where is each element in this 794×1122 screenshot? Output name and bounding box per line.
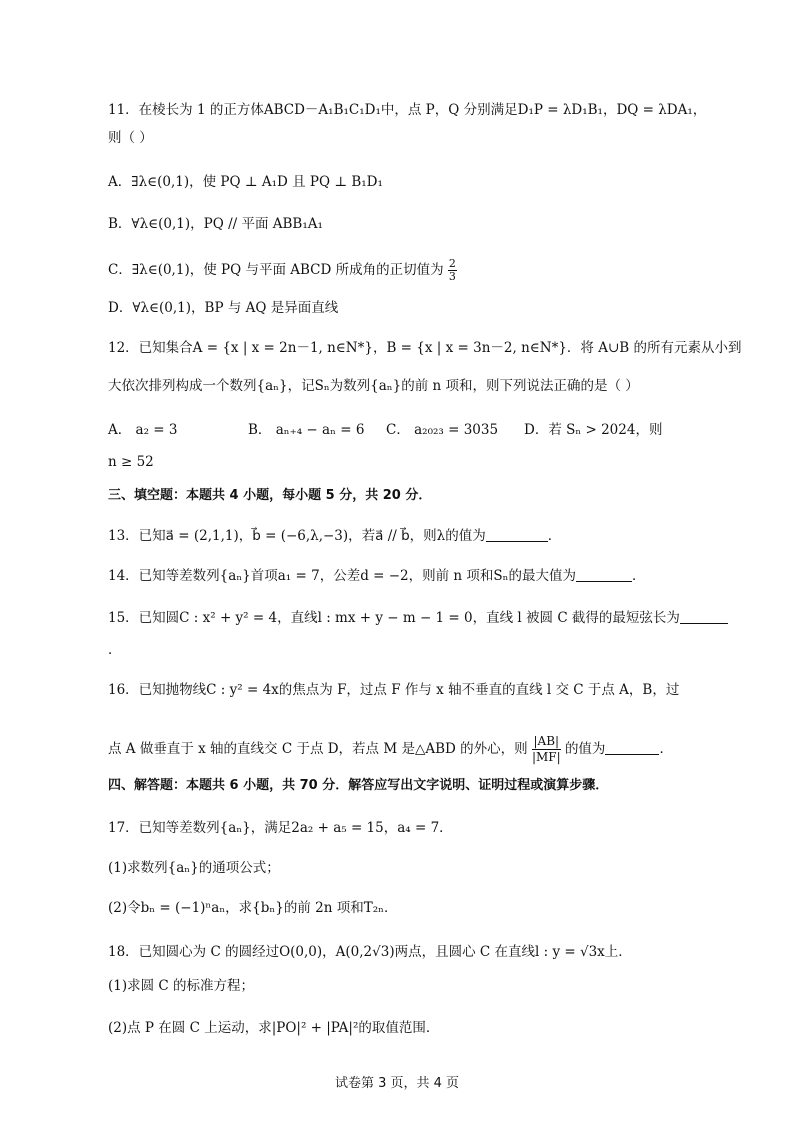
answer-blank: [605, 740, 659, 755]
fraction-denominator: 3: [448, 270, 456, 283]
q15: [108, 608, 728, 628]
q13-text: 13．已知a⃗ = (2,1,1)，b⃗ = (−6,λ,−3)，若a⃗ // b⃗，则λ的值为: [108, 528, 486, 544]
q17-part1: (1)求数列{aₙ}的通项公式；: [108, 860, 280, 876]
fraction-denominator: |MF|: [531, 750, 561, 764]
q16-text-end: 的值为: [564, 741, 606, 757]
q14: 14．已知等差数列{aₙ}首项a₁ = 7，公差d = −2，则前 n 项和Sₙ的最大值为 ．: [108, 568, 646, 584]
q16-fraction: [532, 734, 561, 765]
section-fill-in-heading: 三、填空题：本题共 4 小题，每小题 5 分，共 20 分．: [108, 488, 432, 503]
q12-option-d-cont: n ≥ 52: [108, 454, 154, 470]
q18-part1: (1)求圆 C 的标准方程；: [108, 978, 255, 994]
q15-text: 15．已知圆C : x² + y² = 4，直线l : mx + y − m − 1 = 0，直线 l 被圆 C 截得的最短弦长为: [108, 610, 680, 626]
q16-stem: 16．已知抛物线C : y² = 4x的焦点为 F，过点 F 作与 x 轴不垂直的直线 l 交 C 于点 A，B，过: [108, 682, 680, 698]
q12-option-b: B． aₙ₊₄ − aₙ = 6: [248, 422, 365, 438]
q12-stem: 12．已知集合A = {x | x = 2n－1, n∈N*}，B = {x | x = 3n－2, n∈N*}．将 A∪B 的所有元素从小到: [108, 340, 742, 356]
q11-option-a: A．∃λ∈(0,1)，使 PQ ⊥ A₁D 且 PQ ⊥ B₁D₁: [108, 174, 383, 190]
q11-stem: 11．在棱长为 1 的正方体ABCD－A₁B₁C₁D₁中，点 P，Q 分别满足D₁P = λD₁B₁，DQ = λDA₁，: [108, 102, 707, 118]
q18-part2: (2)点 P 在圆 C 上运动，求|PO|² + |PA|²的取值范围．: [108, 1020, 440, 1036]
section-solve-heading: 四、解答题：本题共 6 小题，共 70 分．解答应写出文字说明、证明过程或演算步骤．: [108, 778, 609, 793]
q12-option-d: D．若 Sₙ > 2024，则: [524, 422, 663, 438]
q11-option-c: [108, 258, 457, 283]
fraction-numerator: |AB|: [533, 734, 560, 748]
q12-option-c: C． a₂₀₂₃ = 3035: [386, 422, 499, 438]
q11-option-b: B．∀λ∈(0,1)，PQ // 平面 ABB₁A₁: [108, 216, 323, 232]
answer-blank: [486, 527, 548, 542]
answer-blank: [680, 609, 728, 624]
q17-stem: 17．已知等差数列{aₙ}，满足2a₂ + a₅ = 15，a₄ = 7．: [108, 820, 453, 836]
q18-stem: 18．已知圆心为 C 的圆经过O(0,0)，A(0,2√3)两点，且圆心 C 在直线l : y = √3x上．: [108, 944, 632, 960]
q12-option-a: A． a₂ = 3: [108, 422, 178, 438]
q11-option-d: D．∀λ∈(0,1)，BP 与 AQ 是异面直线: [108, 300, 339, 316]
q11-option-c-fraction: [448, 258, 457, 283]
q15-end: ．: [108, 642, 122, 658]
q11-stem-cont: 则（ ）: [108, 130, 153, 146]
q16-text: 点 A 做垂直于 x 轴的直线交 C 于点 D，若点 M 是△ABD 的外心，则: [108, 741, 528, 757]
q11-option-c-text: C．∃λ∈(0,1)，使 PQ 与平面 ABCD 所成角的正切值为: [108, 262, 444, 278]
q17-part2: (2)令bₙ = (−1)ⁿaₙ，求{bₙ}的前 2n 项和T₂ₙ．: [108, 900, 398, 916]
page-footer: 试卷第 3 页，共 4 页: [334, 1076, 460, 1091]
answer-blank: [576, 567, 632, 582]
q13: 13．已知a⃗ = (2,1,1)，b⃗ = (−6,λ,−3)，若a⃗ // b⃗，则λ的值为 ．: [108, 528, 562, 544]
q14-text: 14．已知等差数列{aₙ}首项a₁ = 7，公差d = −2，则前 n 项和Sₙ的最大值为: [108, 568, 576, 584]
fraction-numerator: 2: [448, 257, 456, 270]
q16-stem-cont: 点 A 做垂直于 x 轴的直线交 C 于点 D，若点 M 是△ABD 的外心，则 $\frac{|AB|}{|MF|}$ 的值为 ．: [108, 734, 673, 764]
q12-stem-cont: 大依次排列构成一个数列{aₙ}，记Sₙ为数列{aₙ}的前 n 项和，则下列说法正确的是（ ）: [108, 378, 639, 394]
